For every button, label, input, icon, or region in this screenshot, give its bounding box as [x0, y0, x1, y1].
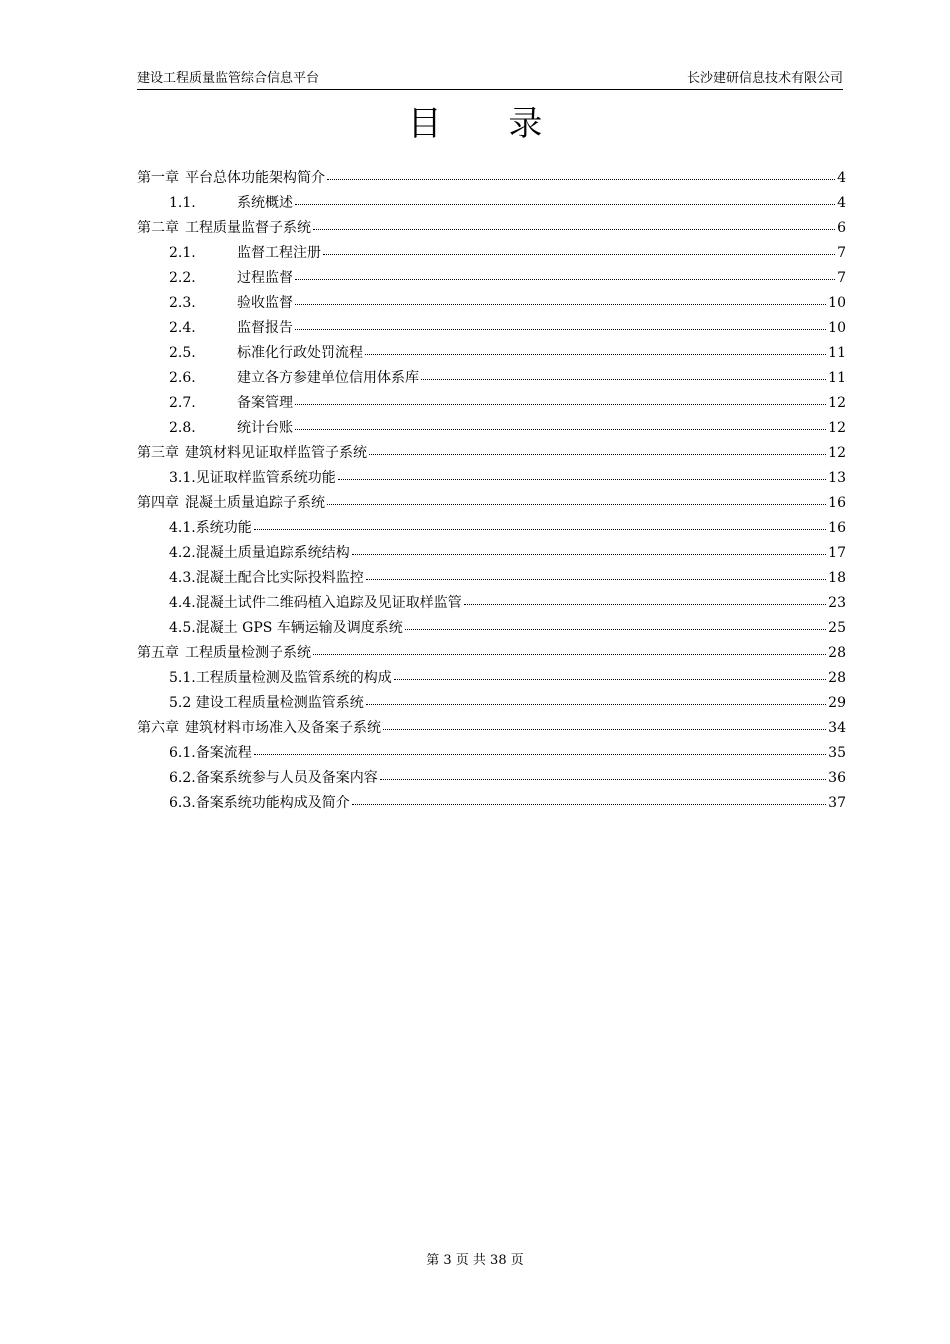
toc-entry-title: 混凝土质量追踪子系统	[185, 495, 325, 511]
toc-entry[interactable]	[137, 166, 846, 191]
toc-entry[interactable]	[137, 541, 846, 566]
toc-page-number: 6	[837, 220, 846, 236]
toc-page-number: 11	[828, 370, 846, 386]
toc-entry-title: 6.3.备案系统功能构成及简介	[169, 795, 350, 811]
toc-entry-title: 备案管理	[237, 395, 293, 411]
toc-entry-title: 4.4.混凝土试件二维码植入追踪及见证取样监管	[169, 595, 462, 611]
toc-page-number: 10	[828, 295, 846, 311]
toc-entry[interactable]	[137, 666, 846, 691]
toc-entry[interactable]	[137, 216, 846, 241]
toc-entry[interactable]	[137, 441, 846, 466]
toc-entry-number: 2.5.	[169, 345, 196, 361]
toc-entry-number: 第五章	[137, 645, 179, 661]
toc-page-number: 28	[828, 645, 846, 661]
toc-entry[interactable]	[137, 741, 846, 766]
toc-page-number: 13	[828, 470, 846, 486]
page-title: 目 录	[407, 104, 571, 144]
toc-entry-number: 第一章	[137, 170, 179, 186]
toc-page-number: 37	[828, 795, 846, 811]
toc-dot-leader	[366, 568, 826, 582]
toc-entry[interactable]	[137, 791, 846, 816]
toc-entry-number: 第二章	[137, 220, 179, 236]
toc-dot-leader	[352, 793, 826, 807]
toc-entry[interactable]	[137, 466, 846, 491]
toc-entry-title: 建立各方参建单位信用体系库	[237, 370, 419, 386]
toc-dot-leader	[383, 718, 826, 732]
toc-entry-title: 4.2.混凝土质量追踪系统结构	[169, 545, 350, 561]
toc-entry[interactable]	[137, 266, 846, 291]
header-company-name: 长沙建研信息技术有限公司	[686, 71, 843, 86]
toc-dot-leader	[323, 243, 835, 257]
toc-entry-title: 系统概述	[237, 195, 293, 211]
toc-entry-number: 2.6.	[169, 370, 196, 386]
toc-page-number: 28	[828, 670, 846, 686]
toc-entry-title: 监督报告	[237, 320, 293, 336]
toc-entry[interactable]	[137, 616, 846, 641]
toc-page-number: 36	[828, 770, 846, 786]
toc-page-number: 11	[828, 345, 846, 361]
toc-dot-leader	[380, 768, 826, 782]
toc-dot-leader	[313, 643, 826, 657]
toc-page-number: 12	[828, 395, 846, 411]
toc-page-number: 29	[828, 695, 846, 711]
toc-dot-leader	[405, 618, 826, 632]
toc-entry-title: 4.1.系统功能	[169, 520, 252, 536]
table-of-contents	[137, 166, 846, 816]
toc-dot-leader	[338, 468, 826, 482]
toc-page-number: 17	[828, 545, 846, 561]
toc-page-number: 12	[828, 445, 846, 461]
toc-dot-leader	[421, 368, 826, 382]
toc-page-number: 16	[828, 520, 846, 536]
toc-entry[interactable]	[137, 566, 846, 591]
toc-entry-number: 2.3.	[169, 295, 196, 311]
toc-entry-number: 第三章	[137, 445, 179, 461]
toc-dot-leader	[365, 343, 826, 357]
toc-entry[interactable]	[137, 516, 846, 541]
toc-dot-leader	[313, 218, 835, 232]
page-header	[137, 71, 843, 90]
toc-entry-number: 第四章	[137, 495, 179, 511]
toc-entry[interactable]	[137, 716, 846, 741]
toc-entry-title: 6.2.备案系统参与人员及备案内容	[169, 770, 378, 786]
toc-page-number: 10	[828, 320, 846, 336]
toc-dot-leader	[295, 393, 826, 407]
toc-page-number: 18	[828, 570, 846, 586]
toc-page-number: 12	[828, 420, 846, 436]
toc-entry-title: 过程监督	[237, 270, 293, 286]
toc-dot-leader	[254, 743, 826, 757]
toc-page-number: 4	[837, 195, 846, 211]
toc-entry-title: 5.1.工程质量检测及监管系统的构成	[169, 670, 392, 686]
toc-dot-leader	[327, 168, 835, 182]
toc-entry-number: 第六章	[137, 720, 179, 736]
toc-entry[interactable]	[137, 341, 846, 366]
toc-entry-title: 工程质量检测子系统	[185, 645, 311, 661]
toc-entry-number: 2.7.	[169, 395, 196, 411]
toc-entry[interactable]	[137, 191, 846, 216]
toc-dot-leader	[254, 518, 826, 532]
header-platform-name: 建设工程质量监管综合信息平台	[137, 71, 320, 86]
toc-entry[interactable]	[137, 391, 846, 416]
toc-entry[interactable]	[137, 491, 846, 516]
toc-entry-number: 2.4.	[169, 320, 196, 336]
toc-entry-title: 平台总体功能架构简介	[185, 170, 325, 186]
toc-entry-number: 2.1.	[169, 245, 196, 261]
toc-page-number: 4	[837, 170, 846, 186]
page-footer: 第 3 页 共 38 页	[426, 1253, 524, 1268]
toc-entry[interactable]	[137, 766, 846, 791]
toc-page-number: 34	[828, 720, 846, 736]
toc-entry[interactable]	[137, 316, 846, 341]
toc-entry-title: 6.1.备案流程	[169, 745, 252, 761]
toc-dot-leader	[295, 418, 826, 432]
toc-entry-title: 验收监督	[237, 295, 293, 311]
toc-page-number: 35	[828, 745, 846, 761]
toc-entry-title: 标准化行政处罚流程	[237, 345, 363, 361]
toc-dot-leader	[369, 443, 826, 457]
toc-page-number: 25	[828, 620, 846, 636]
toc-entry[interactable]	[137, 416, 846, 441]
toc-page-number: 16	[828, 495, 846, 511]
toc-dot-leader	[352, 543, 826, 557]
toc-entry-number: 2.8.	[169, 420, 196, 436]
toc-entry[interactable]	[137, 641, 846, 666]
toc-entry-title: 3.1.见证取样监管系统功能	[169, 470, 336, 486]
toc-entry[interactable]	[137, 366, 846, 391]
toc-dot-leader	[295, 193, 835, 207]
toc-entry[interactable]	[137, 691, 846, 716]
toc-dot-leader	[394, 668, 826, 682]
toc-entry-title: 工程质量监督子系统	[185, 220, 311, 236]
toc-entry[interactable]	[137, 241, 846, 266]
toc-entry-title: 建筑材料市场准入及备案子系统	[185, 720, 381, 736]
toc-dot-leader	[295, 268, 835, 282]
toc-page-number: 23	[828, 595, 846, 611]
toc-dot-leader	[295, 293, 826, 307]
toc-entry-number: 1.1.	[169, 195, 196, 211]
toc-entry-title: 4.5.混凝土 GPS 车辆运输及调度系统	[169, 620, 403, 636]
toc-dot-leader	[366, 693, 826, 707]
toc-entry-title: 建筑材料见证取样监管子系统	[185, 445, 367, 461]
toc-dot-leader	[327, 493, 826, 507]
toc-entry-title: 统计台账	[237, 420, 293, 436]
toc-entry-title: 5.2 建设工程质量检测监管系统	[169, 695, 364, 711]
toc-entry[interactable]	[137, 291, 846, 316]
toc-dot-leader	[464, 593, 826, 607]
toc-dot-leader	[295, 318, 826, 332]
toc-entry-title: 监督工程注册	[237, 245, 321, 261]
toc-entry-number: 2.2.	[169, 270, 196, 286]
toc-page-number: 7	[837, 245, 846, 261]
toc-entry-title: 4.3.混凝土配合比实际投料监控	[169, 570, 364, 586]
toc-entry[interactable]	[137, 591, 846, 616]
toc-page-number: 7	[837, 270, 846, 286]
